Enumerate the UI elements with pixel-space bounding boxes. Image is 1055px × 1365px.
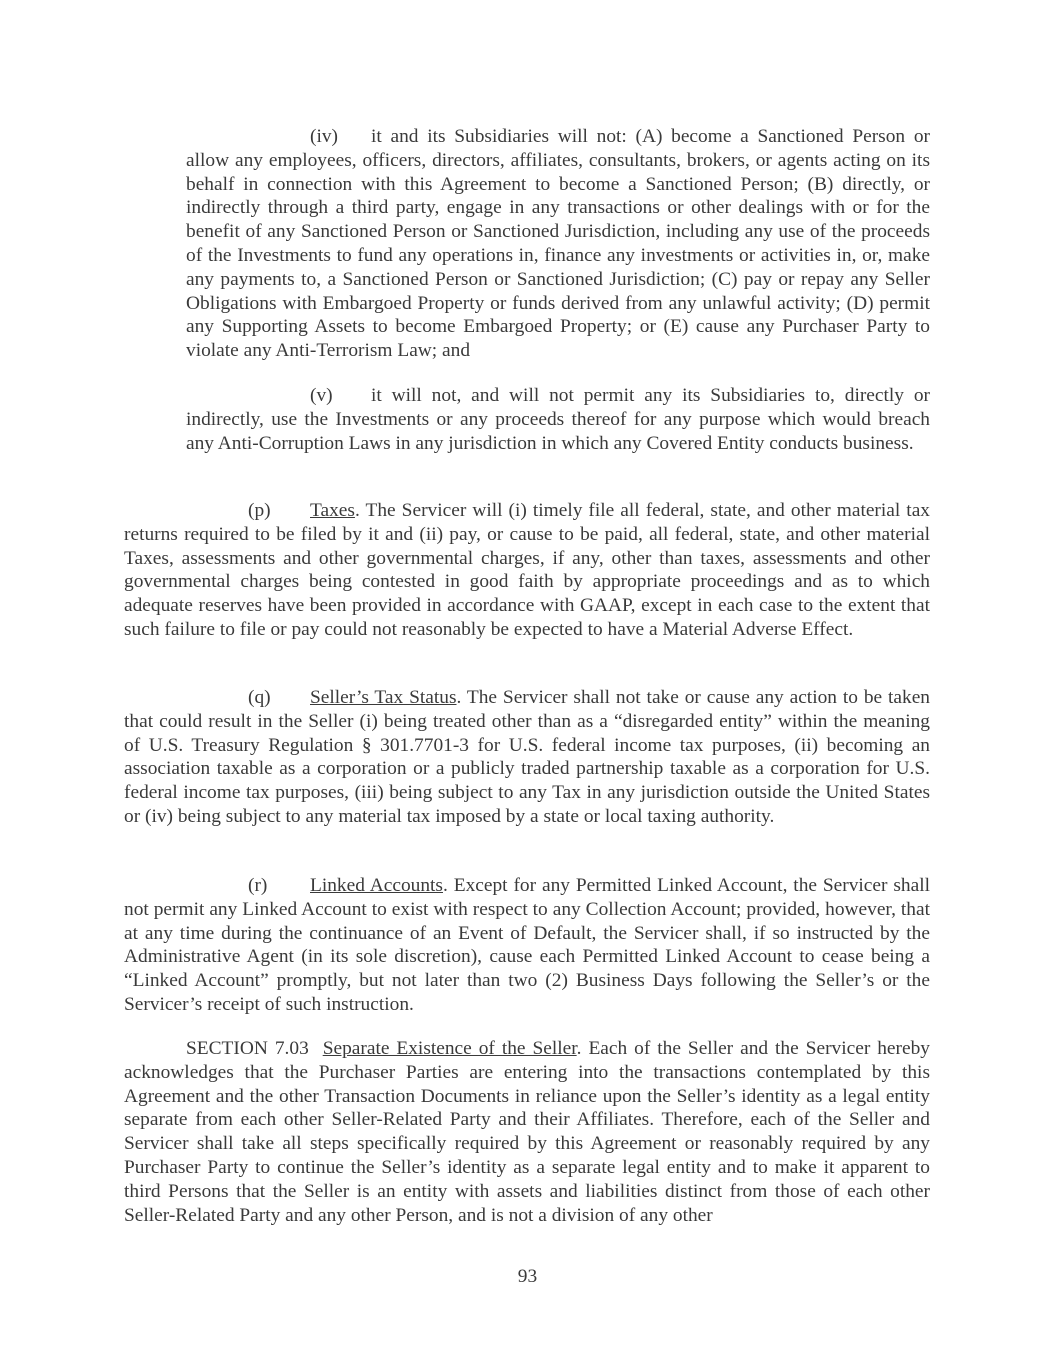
paragraph-r-heading: Linked Accounts [310, 875, 443, 896]
paragraph-q: (q) Seller’s Tax Status. The Servicer shall not take or cause any action to be taken that could result in the Seller (i) being treated other than as a “disregarded entity” within the meaning of U.S. Treasury Regulation § 301.7701-3 for U.S. federal income tax purposes, (ii) becoming an association taxable as a corporation or a publicly traded partnership taxable as a corporation for U.S. federal income tax purposes, (iii) being subject to any Tax in any jurisdiction outside the United States or (iv) being subject to any material tax imposed by a state or local taxing authority. [124, 687, 930, 827]
paragraph-r-number: (r) [248, 875, 268, 896]
section-7-03: SECTION 7.03 Separate Existence of the Seller. Each of the Seller and the Servicer hereby acknowledges that the Purchaser Parties are entering into the transactions contemplated by this Agreement and the other Transaction Documents in reliance upon the Seller’s identity as a legal entity separate from each other Seller-Related Party and their Affiliates. Therefore, each of the Seller and Servicer shall take all steps specifically required by this Agreement or reasonably required by any Purchaser Party to continue the Seller’s identity as a separate legal entity and to make it apparent to third Persons that the Seller is an entity with assets and liabilities distinct from those of each other Seller-Related Party and any other Person, and is not a division of any other [124, 1038, 930, 1226]
paragraph-p-heading: Taxes [310, 500, 355, 521]
page-number: 93 [517, 1266, 538, 1287]
paragraph-r: (r) Linked Accounts. Except for any Permitted Linked Account, the Servicer shall not permit any Linked Account to exist with respect to any Collection Account; provided, however, that at any time during the continuance of an Event of Default, the Servicer shall, if so instructed by the Administrative Agent (in its sole discretion), cause each Permitted Linked Account to cease being a “Linked Account” promptly, but not later than two (2) Business Days following the Seller’s or the Servicer’s receipt of such instruction. [124, 875, 930, 1015]
paragraph-p-number: (p) [248, 500, 271, 521]
paragraph-v-number: (v) [310, 385, 333, 406]
paragraph-q-text: The Servicer shall not take or cause any action to be taken that could result in the Seller (i) being treated other than as a “disregarded entity” within the meaning of U.S. Treasury Regulation § 301.7701-3 for U.S. federal income tax purposes, (ii) becoming an association taxable as a corporation or a publicly traded partnership taxable as a corporation for U.S. federal income tax purposes, (iii) being subject to any Tax in any jurisdiction outside the United States or (iv) being subject to any material tax imposed by a state or local taxing authority. [124, 687, 930, 827]
paragraph-iv-text: it and its Subsidiaries will not: (A) become a Sanctioned Person or allow any employees, officers, directors, affiliates, consultants, brokers, or agents acting on its behalf in connection with this Agreement to become a Sanctioned Person; (B) directly, or indirectly through a third party, engage in any transactions or other dealings with or for the benefit of any Sanctioned Person or Sanctioned Jurisdiction, including any use of the proceeds of the Investments to fund any operations in, finance any investments or activities in, or, make any payments to, a Sanctioned Person or Sanctioned Jurisdiction; (C) pay or repay any Seller Obligations with Embargoed Property or funds derived from any unlawful activity; (D) permit any Supporting Assets to become Embargoed Property; or (E) cause any Purchaser Party to violate any Anti-Terrorism Law; and [186, 126, 930, 362]
paragraph-r-text: Except for any Permitted Linked Account, the Servicer shall not permit any Linked Account to exist with respect to any Collection Account; provided, however, that at any time during the continuance of an Event of Default, the Servicer shall, if so instructed by the Administrative Agent (in its sole discretion), cause each Permitted Linked Account to cease being a “Linked Account” promptly, but not later than two (2) Business Days following the Seller’s or the Servicer’s receipt of such instruction. [124, 875, 930, 1015]
paragraph-v-text: it will not, and will not permit any its Subsidiaries to, directly or indirectly, use the Investments or any proceeds thereof for any purpose which would breach any Anti-Corruption Laws in any jurisdiction in which any Covered Entity conducts business. [186, 385, 930, 454]
paragraph-iv [186, 125, 930, 363]
paragraph-p-text: The Servicer will (i) timely file all federal, state, and other material tax returns required to be filed by it and (ii) pay, or cause to be paid, all federal, state, and other material Taxes, assessments and other governmental charges, if any, other than taxes, assessments and other governmental charges being contested in good faith by appropriate proceedings and as to which adequate reserves have been provided in accordance with GAAP, except in each case to the extent that such failure to file or pay could not reasonably be expected to have a Material Adverse Effect. [124, 500, 930, 640]
paragraph-p: (p) Taxes. The Servicer will (i) timely file all federal, state, and other material tax returns required to be filed by it and (ii) pay, or cause to be paid, all federal, state, and other material Taxes, assessments and other governmental charges, if any, other than taxes, assessments and other governmental charges being contested in good faith by appropriate proceedings and as to which adequate reserves have been provided in accordance with GAAP, except in each case to the extent that such failure to file or pay could not reasonably be expected to have a Material Adverse Effect. [124, 500, 930, 640]
section-heading: Separate Existence of the Seller [322, 1038, 577, 1059]
paragraph-iv-number: (iv) [310, 126, 338, 147]
section-text: Each of the Seller and the Servicer hereby acknowledges that the Purchaser Parties are entering into the transactions contemplated by this Agreement and the other Transaction Documents in reliance upon the Seller’s identity as a legal entity separate from each other Seller-Related Party and their Affiliates. Therefore, each of the Seller and Servicer shall take all steps specifically required by this Agreement or reasonably required by any Purchaser Party to continue the Seller’s identity as a separate legal entity and to make it apparent to third Persons that the Seller is an entity with assets and liabilities distinct from those of each other Seller-Related Party and any other Person, and is not a division of any other [124, 1038, 930, 1226]
paragraph-q-number: (q) [248, 687, 271, 708]
paragraph-q-heading: Seller’s Tax Status [310, 687, 457, 708]
section-number: SECTION 7.03 [186, 1038, 309, 1059]
paragraph-v [186, 384, 930, 455]
